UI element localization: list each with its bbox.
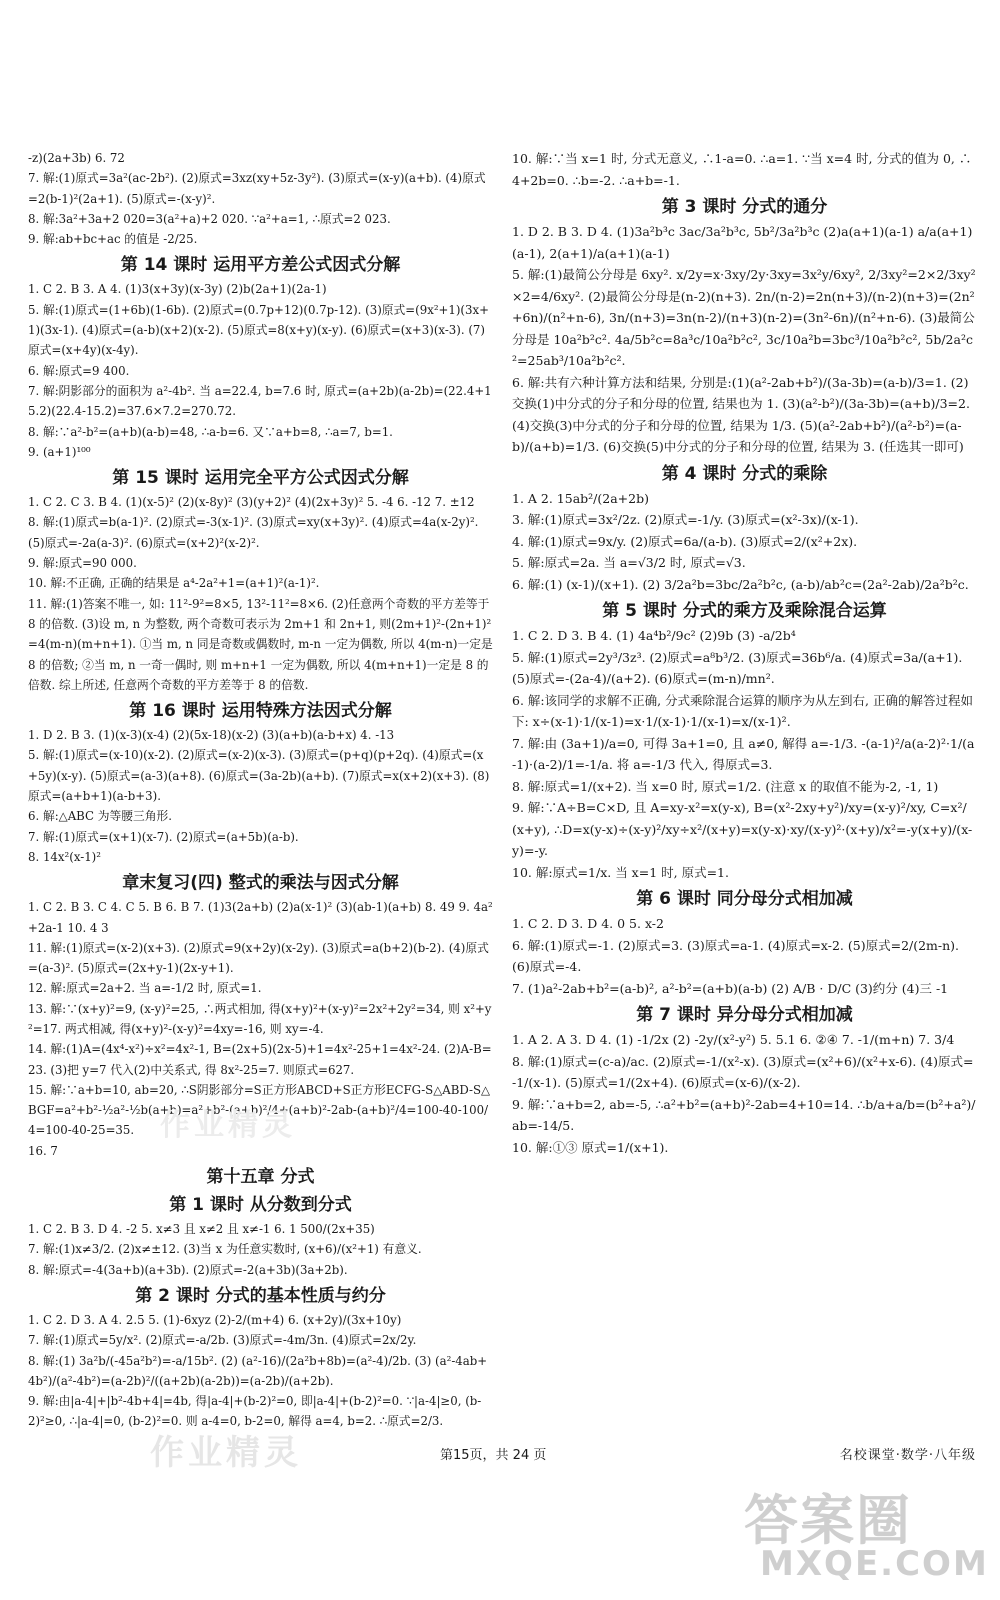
section-heading: 第 2 课时 分式的基本性质与约分 bbox=[135, 1285, 386, 1306]
answer-line: 1. A 2. A 3. D 4. (1) -1/2x (2) -2y/(x²-y²) 5. 5.1 6. ②④ 7. -1/(m+n) 7. 3/4 bbox=[512, 1032, 955, 1047]
answer-line: 9. 解:∵A÷B=C×D, 且 A=xy-x²=x(y-x), B=(x²-2xy+y²)/xy=(x-y)²/xy, C=x²/(x+y), ∴D=x(y-x)÷(x-y)²/xy÷x²/(x+y)=x(y-x)·xy/(x-y)²·(x+y)/x²=-y(x+y)/(x-y)=-y. bbox=[512, 800, 973, 858]
watermark-bottom-left: 作业精灵 bbox=[150, 1433, 302, 1473]
section-heading: 第 5 课时 分式的乘方及乘除混合运算 bbox=[602, 601, 887, 621]
answer-line: 6. 解:(1)原式=-1. (2)原式=3. (3)原式=a-1. (4)原式=x-2. (5)原式=2/(2m-n). (6)原式=-4. bbox=[512, 937, 960, 974]
section-heading: 第 16 课时 运用特殊方法因式分解 bbox=[129, 701, 392, 722]
answer-line: 6. 解:(1) (x-1)/(x+1). (2) 3/2a²b=3bc/2a²b²c, (a-b)/ab²c=(2a²-2ab)/2a²b²c. bbox=[512, 576, 969, 592]
answer-line: 6. 解:△ABC 为等腰三角形. bbox=[28, 809, 172, 824]
answer-line: 10. 解:不正确, 正确的结果是 a⁴-2a²+1=(a+1)²(a-1)². bbox=[28, 576, 320, 591]
answer-line: 1. C 2. C 3. B 4. (1)(x-5)² (2)(x-8y)² (3)(y+2)² (4)(2x+3y)² 5. -4 6. -12 7. ±12 bbox=[28, 495, 475, 510]
left-column bbox=[28, 148, 493, 1432]
answer-line: 7. 解:由 (3a+1)/a=0, 可得 3a+1=0, 且 a≠0, 解得 a=-1/3. -(a-1)²/a(a-2)²·1/(a-1)·(a-2)/1=-1/a. 将 a=-1/3 代入, 得原式=3. bbox=[512, 735, 975, 772]
answer-line: 1. D 2. B 3. D 4. (1)3a²b³c 3ac/3a²b³c, 5b²/3a²b³c (2)a(a+1)(a-1) a/a(a+1)(a-1), 2(a+1)/a(a+1)(a-1) bbox=[512, 224, 973, 261]
page-footer bbox=[0, 1444, 1000, 1468]
section-heading: 第 3 课时 分式的通分 bbox=[661, 197, 828, 217]
answer-line: 1. D 2. B 3. (1)(x-3)(x-4) (2)(5x-18)(x-2) (3)(a+b)(a-b+x) 4. -13 bbox=[28, 728, 395, 743]
answer-line: 16. 7 bbox=[28, 1143, 58, 1158]
answer-line: 9. 解:∵a+b=2, ab=-5, ∴a²+b²=(a+b)²-2ab=4+10=14. ∴b/a+a/b=(b²+a²)/ab=-14/5. bbox=[512, 1096, 976, 1133]
page-number: 第15页，共 24 页 bbox=[440, 1448, 547, 1463]
answer-line: 7. 解:(1)x≠3/2. (2)x≠±12. (3)当 x 为任意实数时, (x+6)/(x²+1) 有意义. bbox=[28, 1242, 422, 1257]
answer-line: 6. 解:原式=9 400. bbox=[28, 363, 130, 378]
site-logo bbox=[730, 1478, 989, 1590]
section-heading: 第 7 课时 异分母分式相加减 bbox=[636, 1005, 853, 1025]
answer-line: 14. 解:(1)A=(4x⁴-x²)÷x²=4x²-1, B=(2x+5)(2x-5)+1=4x²-25+1=4x²-24. (2)A-B=23. (3)把 y=7 代入(2)中关系式, 得 8x²-25=7. 则原式=627. bbox=[28, 1042, 492, 1077]
answer-line: 3. 解:(1)原式=3x²/2z. (2)原式=-1/y. (3)原式=(x²-3x)/(x-1). bbox=[512, 512, 859, 527]
answer-line: 10. 解:∵当 x=1 时, 分式无意义, ∴1-a=0. ∴a=1. ∵当 x=4 时, 分式的值为 0, ∴4+2b=0. ∴b=-2. ∴a+b=-1. bbox=[512, 151, 972, 188]
answer-line: 7. 解:(1)原式=(x+1)(x-7). (2)原式=(a+5b)(a-b). bbox=[28, 829, 299, 844]
section-heading: 第十五章 分式 bbox=[206, 1167, 315, 1188]
answer-line: 5. 解:(1)原式=(x-10)(x-2). (2)原式=(x-2)(x-3). (3)原式=(p+q)(p+2q). (4)原式=(x+5y)(x-y). (5)原式=(a-3)(a+8). (6)原式=(3a-2b)(a+b). (7)原式=x(x+2)(x+3). (8)原式=(a+b+1)(a-b+3). bbox=[28, 748, 490, 804]
answer-line: 1. C 2. B 3. C 4. C 5. B 6. B 7. (1)3(2a+b) (2)a(x-1)² (3)(ab-1)(a+b) 8. 49 9. 4a²+2a-1 10. 4 3 bbox=[28, 900, 493, 935]
answer-line: 1. C 2. B 3. A 4. (1)3(x+3y)(x-3y) (2)b(2a+1)(2a-1) bbox=[28, 282, 327, 297]
section-heading: 第 1 课时 从分数到分式 bbox=[169, 1195, 352, 1216]
answer-line: 1. C 2. D 3. A 4. 2.5 5. (1)-6xyz (2)-2/(m+4) 6. (x+2y)/(3x+10y) bbox=[28, 1312, 402, 1327]
answer-line: 7. 解:(1)原式=5y/x². (2)原式=-a/2b. (3)原式=-4m/3n. (4)原式=2x/2y. bbox=[28, 1333, 417, 1348]
right-column bbox=[512, 148, 977, 1158]
section-heading: 第 15 课时 运用完全平方公式因式分解 bbox=[112, 468, 409, 489]
logo-chinese-text: 答案圈 bbox=[744, 1489, 912, 1552]
answer-line: 8. 解:(1) 3a²b/(-45a²b²)=-a/15b². (2) (a²-16)/(2a²b+8b)=(a²-4)/2b. (3) (a²-4ab+4b²)/(a²-4b²)=(a-2b)²/((a+2b)(a-2b))=(a-2b)/(a+2b). bbox=[28, 1353, 488, 1388]
answer-line: 6. 解:该同学的求解不正确, 分式乘除混合运算的顺序为从左到右, 正确的解答过程如下: x÷(x-1)·1/(x-1)=x·1/(x-1)·1/(x-1)=x/(x-1)². bbox=[512, 692, 974, 729]
answer-line: 5. 解:(1)原式=2y³/3z³. (2)原式=a⁸b³/2. (3)原式=36b⁶/a. (4)原式=3a/(a+1). (5)原式=-(2a-4)/(a+2). (6)原式=(m-n)/mn². bbox=[512, 649, 963, 686]
section-heading: 第 6 课时 同分母分式相加减 bbox=[636, 889, 853, 909]
section-heading: 第 14 课时 运用平方差公式因式分解 bbox=[120, 255, 401, 276]
answer-line: 9. 解:ab+bc+ac 的值是 -2/25. bbox=[28, 232, 198, 247]
answer-line: 1. C 2. B 3. D 4. -2 5. x≠3 且 x≠2 且 x≠-1 6. 1 500/(2x+35) bbox=[28, 1222, 375, 1237]
answer-line: 8. 解:原式=1/(x+2). 当 x=0 时, 原式=1/2. (注意 x 的取值不能为-2, -1, 1) bbox=[512, 778, 939, 794]
answer-line: 5. 解:原式=2a. 当 a=√3/2 时, 原式=√3. bbox=[512, 555, 746, 570]
answer-line: 11. 解:(1)答案不唯一, 如: 11²-9²=8×5, 13²-11²=8×6. (2)任意两个奇数的平方差等于 8 的倍数. (3)设 m, n 为整数, 两个奇数可表示为 2m+1 和 2n+1, 则(2m+1)²-(2n+1)²=4(m-n)(m+n+1). ①当 m, n 同是奇数或偶数时, m-n 一定为偶数, 所以 4(m-n)一定是 8 的倍数; ②当 m, n 一奇一偶时, 则 m+n+1 一定为偶数, 所以 4(m+n+1)一定是 8 的倍数. 综上所述, 任意两个奇数的平方差等于 8 的倍数. bbox=[28, 596, 493, 692]
answer-line: 7. (1)a²-2ab+b²=(a-b)², a²-b²=(a+b)(a-b) (2) A/B · D/C (3)约分 (4)三 -1 bbox=[512, 980, 949, 996]
answer-line: 8. 解:(1)原式=b(a-1)². (2)原式=-3(x-1)². (3)原式=xy(x+3y)². (4)原式=4a(x-2y)². (5)原式=-2a(a-3)². (6)原式=(x+2)²(x-2)². bbox=[28, 515, 479, 550]
answer-line: 9. 解:由|a-4|+|b²-4b+4|=4b, 得|a-4|+(b-2)²=0, 即|a-4|+(b-2)²=0. ∵|a-4|≥0, (b-2)²≥0, ∴|a-4|=0, (b-2)²=0. 则 a-4=0, b-2=0, 解得 a=4, b=2. ∴原式=2/3. bbox=[28, 1394, 482, 1429]
book-brand: 名校课堂·数学·八年级 bbox=[839, 1448, 976, 1463]
answer-line: 13. 解:∵(x+y)²=9, (x-y)²=25, ∴两式相加, 得(x+y)²+(x-y)²=2x²+2y²=34, 则 x²+y²=17. 两式相减, 得(x+y)²-(x-y)²=4xy=-16, 则 xy=-4. bbox=[28, 1001, 492, 1036]
answer-line: 9. 解:原式=90 000. bbox=[28, 556, 137, 571]
answer-line: -z)(2a+3b) 6. 72 bbox=[28, 151, 125, 165]
answer-line: 7. 解:阴影部分的面积为 a²-4b². 当 a=22.4, b=7.6 时, 原式=(a+2b)(a-2b)=(22.4+15.2)(22.4-15.2)=37.6×7.2=270.72. bbox=[28, 383, 492, 419]
answer-line: 1. C 2. D 3. B 4. (1) 4a⁴b²/9c² (2)9b (3) -a/2b⁴ bbox=[512, 628, 796, 643]
answer-line: 10. 解:①③ 原式=1/(x+1). bbox=[512, 1139, 669, 1155]
answer-line: 5. 解:(1)原式=(1+6b)(1-6b). (2)原式=(0.7p+12)(0.7p-12). (3)原式=(9x²+1)(3x+1)(3x-1). (4)原式=(a-b)(x+2)(x-2). (5)原式=8(x+y)(x-y). (6)原式=(x+3)(x-3). (7)原式=(x+4y)(x-4y). bbox=[28, 302, 489, 358]
answer-line: 10. 解:原式=1/x. 当 x=1 时, 原式=1. bbox=[512, 864, 729, 880]
answer-line: 4. 解:(1)原式=9x/y. (2)原式=6a/(a-b). (3)原式=2/(x²+2x). bbox=[512, 533, 858, 549]
answer-line: 6. 解:共有六种计算方法和结果, 分别是:(1)(a²-2ab+b²)/(3a-3b)=(a-b)/3=1. (2)交换(1)中分式的分子和分母的位置, 结果也为 1. (3)(a²-b²)/(3a-3b)=(a+b)/3=2. (4)交换(3)中分式的分子和分母的位置, 结果为 1/3. (5)(a²-2ab+b²)/(a²-b²)=(a-b)/(a+b)=1/3. (6)交换(5)中分式的分子和分母的位置, 结果为 3. (任选其一即可) bbox=[512, 374, 970, 454]
answer-line: 8. 14x²(x-1)² bbox=[28, 849, 101, 864]
answer-line: 8. 解:3a²+3a+2 020=3(a²+a)+2 020. ∵a²+a=1, ∴原式=2 023. bbox=[28, 211, 391, 226]
answer-line: 9. (a+1)¹⁰⁰ bbox=[28, 444, 91, 459]
answer-line: 8. 解:(1)原式=(c-a)/ac. (2)原式=-1/(x²-x). (3)原式=(x²+6)/(x²+x-6). (4)原式=-1/(x-1). (5)原式=1/(2x+4). (6)原式=(x-6)/(x-2). bbox=[512, 1053, 974, 1090]
answer-line: 1. A 2. 15ab²/(2a+2b) bbox=[512, 490, 649, 506]
answer-line: 11. 解:(1)原式=(x-2)(x+3). (2)原式=9(x+2y)(x-2y). (3)原式=a(b+2)(b-2). (4)原式=(a-3)². (5)原式=(2x+y-1)(2x-y+1). bbox=[28, 940, 489, 976]
logo-domain-text: MXQE.COM bbox=[760, 1544, 989, 1584]
section-heading: 第 4 课时 分式的乘除 bbox=[661, 463, 828, 484]
answer-line: 15. 解:∵a+b=10, ab=20, ∴S阴影部分=S正方形ABCD+S正方形ECFG-S△ABD-S△BGF=a²+b²-½a²-½b(a+b)=a²+b²-(a+b)²/4+(a+b)²-2ab-(a+b)²/4=100-40-100/4=100-40-25=35. bbox=[28, 1082, 491, 1138]
answer-line: 8. 解:∵a²-b²=(a+b)(a-b)=48, ∴a-b=6. 又∵a+b=8, ∴a=7, b=1. bbox=[28, 424, 393, 439]
answer-line: 1. C 2. D 3. D 4. 0 5. x-2 bbox=[512, 916, 664, 931]
answer-line: 8. 解:原式=-4(3a+b)(a+3b). (2)原式=-2(a+3b)(3a+2b). bbox=[28, 1262, 348, 1277]
answer-line: 7. 解:(1)原式=3a²(ac-2b²). (2)原式=3xz(xy+5z-3y²). (3)原式=(x-y)(a+b). (4)原式=2(b-1)²(2a+1). (5)原式=-(x-y)². bbox=[28, 171, 486, 206]
answer-line: 12. 解:原式=2a+2. 当 a=-1/2 时, 原式=1. bbox=[28, 981, 262, 996]
watermark-middle: 作业精灵 bbox=[160, 1108, 296, 1143]
section-heading: 章末复习(四) 整式的乘法与因式分解 bbox=[122, 873, 399, 894]
answer-line: 5. 解:(1)最简公分母是 6xy². x/2y=x·3xy/2y·3xy=3x²y/6xy², 2/3xy²=2×2/3xy²×2=4/6xy². (2)最简公分母是(n-2)(n+3). 2n/(n-2)=2n(n+3)/(n-2)(n+3)=(2n²+6n)/(n²+n-6), 3n/(n+3)=3n(n-2)/(n+3)(n-2)=(3n²-6n)/(n²+n-6). (3)最简公分母是 10a²b²c². 4a/5b²c=8a³c/10a²b²c², 3c/10a²b=3bc³/10a²b²c², 5b/2a²c²=25ab³/10a²b²c². bbox=[512, 267, 976, 368]
